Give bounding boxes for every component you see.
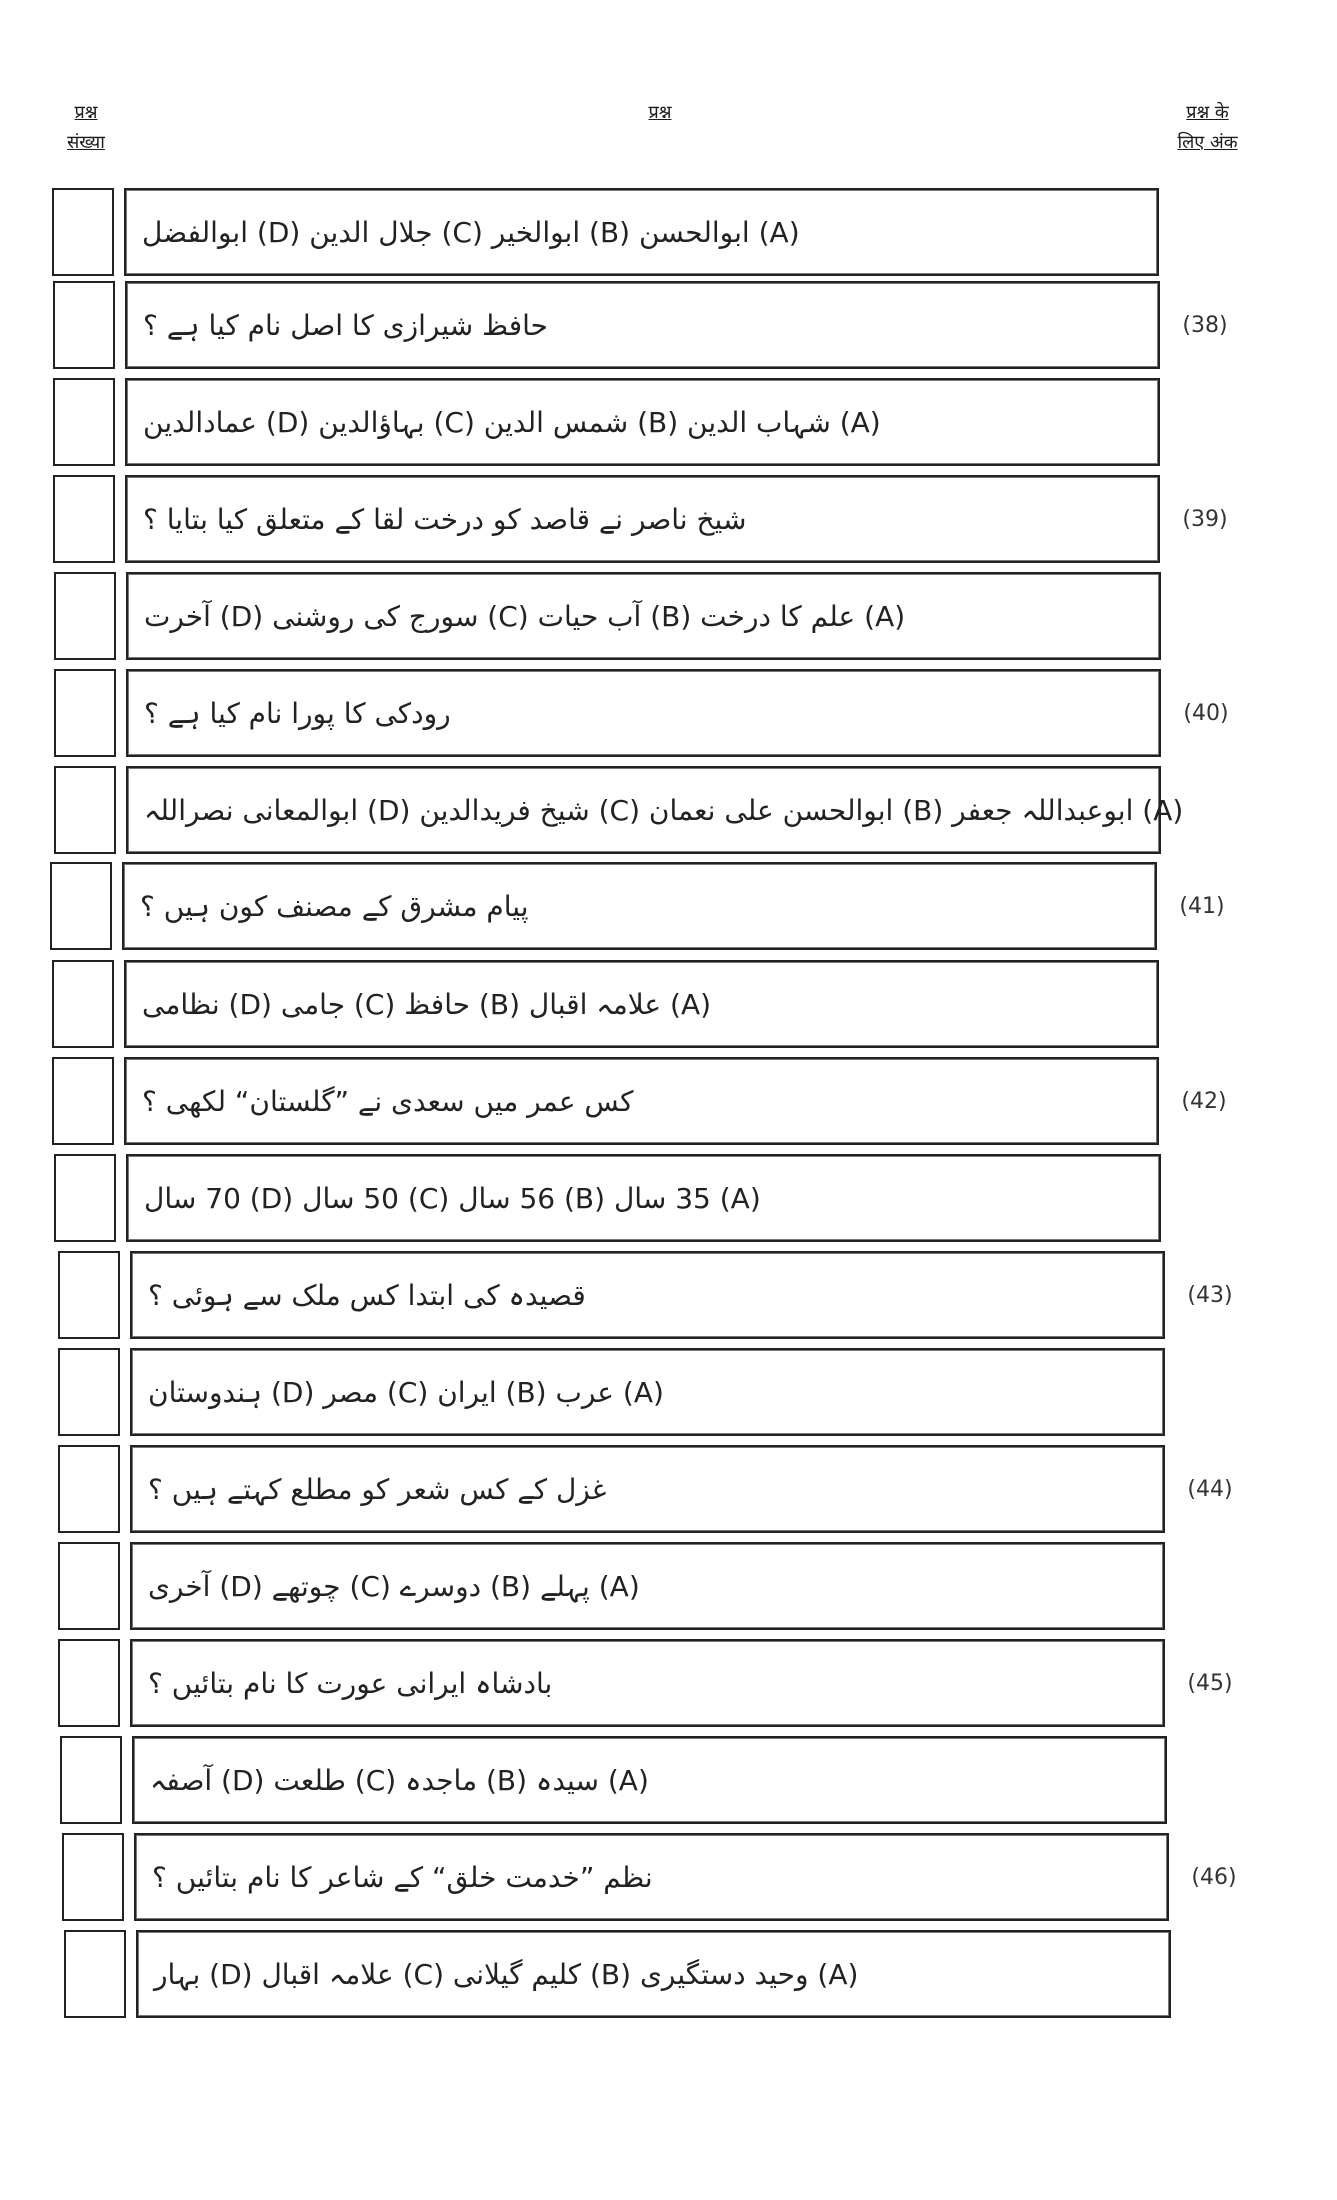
question-number: (44) [1187, 1476, 1233, 1502]
question-box [130, 1445, 1165, 1533]
marks-box [54, 572, 116, 660]
question-text: پیام مشرق کے مصنف کون ہیں ؟ [140, 889, 529, 923]
options-box [136, 1930, 1171, 2018]
marks-box [60, 1736, 122, 1824]
question-box [126, 669, 1161, 757]
question-text: حافظ شیرازی کا اصل نام کیا ہے ؟ [143, 308, 548, 342]
question-text: شیخ ناصر نے قاصد کو درخت لقا کے متعلق کیا بتایا ؟ [143, 502, 747, 536]
options-box [124, 188, 1159, 276]
question-box [125, 281, 1160, 369]
question-text: نظم ”خدمت خلق“ کے شاعر کا نام بتائیں ؟ [152, 1860, 653, 1894]
options-box [125, 378, 1160, 466]
question-box [130, 1251, 1165, 1339]
options-text: (A) سیدہ (B) ماجدہ (C) طلعت (D) آصفہ [150, 1763, 649, 1797]
marks-box [54, 669, 116, 757]
marks-box [58, 1639, 120, 1727]
header-left-line1: प्रश्न [74, 102, 98, 123]
options-text: (A) علامہ اقبال (B) حافظ (C) جامی (D) نظامی [142, 987, 712, 1021]
question-box [122, 862, 1157, 950]
question-box [124, 1057, 1159, 1145]
options-text: (A) ابوعبداللہ جعفر (B) ابوالحسن علی نعمان (C) شیخ فریدالدین (D) ابوالمعانی نصراللہ [144, 793, 1184, 827]
marks-box [53, 281, 115, 369]
question-number: (42) [1181, 1088, 1227, 1114]
question-number: (43) [1187, 1282, 1233, 1308]
question-text: رودکی کا پورا نام کیا ہے ؟ [144, 696, 451, 730]
header-right-line2: लिए अंक [1177, 132, 1238, 153]
options-text: (A) وحید دستگیری (B) کلیم گیلانی (C) علامہ اقبال (D) بہار [154, 1957, 859, 1991]
marks-box [52, 1057, 114, 1145]
question-text: قصیدہ کی ابتدا کس ملک سے ہوئی ؟ [148, 1278, 586, 1312]
question-text: غزل کے کس شعر کو مطلع کہتے ہیں ؟ [148, 1472, 607, 1506]
options-box [132, 1736, 1167, 1824]
options-text: (A) عرب (B) ایران (C) مصر (D) ہندوستان [148, 1375, 664, 1409]
header-middle: प्रश्न [648, 102, 672, 123]
marks-box [52, 960, 114, 1048]
question-number: (46) [1191, 1864, 1237, 1890]
options-text: (A) ابوالحسن (B) ابوالخیر (C) جلال الدین (D) ابوالفضل [142, 215, 800, 249]
options-box [124, 960, 1159, 1048]
options-text: (A) شہاب الدین (B) شمس الدین (C) بہاؤالدین (D) عمادالدین [143, 405, 881, 439]
question-box [125, 475, 1160, 563]
marks-box [50, 862, 112, 950]
options-text: (A) 35 سال (B) 56 سال (C) 50 سال (D) 70 سال [144, 1181, 761, 1215]
options-box [130, 1348, 1165, 1436]
header-left-line2: संख्या [67, 132, 105, 153]
marks-box [54, 766, 116, 854]
marks-box [58, 1348, 120, 1436]
question-box [134, 1833, 1169, 1921]
marks-box [52, 188, 114, 276]
marks-box [64, 1930, 126, 2018]
options-box [126, 766, 1184, 854]
column-header-marks [1160, 98, 1255, 158]
marks-box [58, 1445, 120, 1533]
question-number: (45) [1187, 1670, 1233, 1696]
marks-box [58, 1542, 120, 1630]
question-number: (41) [1179, 893, 1225, 919]
question-number: (40) [1183, 700, 1229, 726]
options-box [126, 1154, 1161, 1242]
marks-box [53, 475, 115, 563]
header-right-line1: प्रश्न के [1186, 102, 1229, 123]
question-number: (39) [1182, 506, 1228, 532]
column-header-question [605, 98, 715, 128]
marks-box [54, 1154, 116, 1242]
column-header-question-number [56, 98, 116, 158]
options-box [126, 572, 1161, 660]
options-text: (A) علم کا درخت (B) آب حیات (C) سورج کی روشنی (D) آخرت [144, 599, 906, 633]
options-text: (A) پہلے (B) دوسرے (C) چوتھے (D) آخری [148, 1569, 640, 1603]
marks-box [53, 378, 115, 466]
question-text: بادشاہ ایرانی عورت کا نام بتائیں ؟ [148, 1666, 553, 1700]
question-number: (38) [1182, 312, 1228, 338]
question-box [130, 1639, 1165, 1727]
options-box [130, 1542, 1165, 1630]
marks-box [58, 1251, 120, 1339]
marks-box [62, 1833, 124, 1921]
question-text: کس عمر میں سعدی نے ”گلستان“ لکھی ؟ [142, 1084, 634, 1118]
